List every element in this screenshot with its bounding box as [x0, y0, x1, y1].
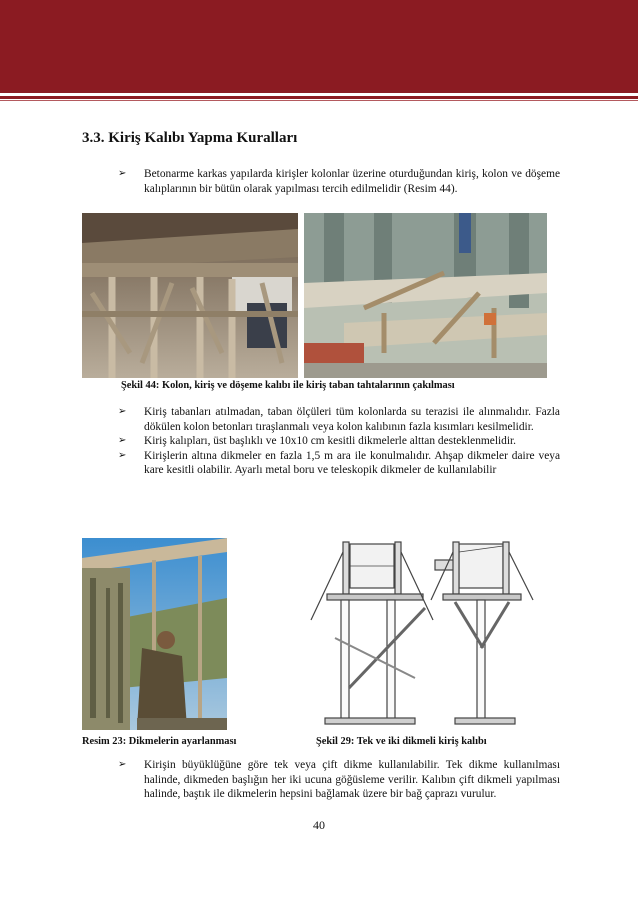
arrow-bullet-icon: ➢ [118, 449, 127, 461]
drawing-beam-formwork [305, 538, 537, 730]
figure-caption-sekil44: Şekil 44: Kolon, kiriş ve döşeme kalıbı ile kiriş taban tahtalarının çakılması [121, 380, 455, 391]
header-rule [0, 96, 638, 99]
section-heading: 3.3. Kiriş Kalıbı Yapma Kuralları [82, 130, 298, 146]
page-number: 40 [313, 818, 325, 832]
bullet-text: Betonarme karkas yapılarda kirişler kolonlar üzerine oturduğundan kiriş, kolon ve döşeme kalıplarının bir bütün olarak yapılması tercih edilmelidir (Resim 44). [144, 168, 560, 195]
photo-formwork-site [304, 213, 547, 378]
bullet-list-middle [118, 405, 560, 478]
bullet-text: Kirişin büyüklüğüne göre tek veya çift dikme kullanılabilir. Tek dikme kullanılması halinde, dikmeden başlığın her iki ucuna göğüsleme verilir. Kalıbın çift dikmeli yapılması halinde, baştık ile dikmelerin hepsini bağlamak üzere bir bağ çaprazı vurulur. [144, 759, 560, 801]
bullet-item [118, 449, 560, 478]
bullet-text: Kirişlerin altına dikmeler en fazla 1,5 m ara ile konulmalıdır. Ahşap dikmeler daire veya kare kesitli olabilir. Ayarlı metal boru ve teleskopik dikmeler de kullanılabilir [144, 449, 560, 477]
figure-caption-sekil29: Şekil 29: Tek ve iki dikmeli kiriş kalıbı [316, 736, 487, 747]
arrow-bullet-icon: ➢ [118, 759, 127, 770]
arrow-bullet-icon: ➢ [118, 168, 127, 179]
bullet-list-top [118, 167, 560, 196]
bullet-text: Kiriş tabanları atılmadan, taban ölçüleri tüm kolonlarda su terazisi ile alınmalıdır. Fazla dökülen kolon betonları tıraşlanmalı veya kolon kalıbının fazla kısımları kesilmelidir. [144, 406, 560, 433]
header-banner [0, 0, 638, 93]
bullet-item [118, 167, 560, 196]
bullet-item [118, 405, 560, 434]
photo-adjusting-posts [82, 538, 227, 730]
figure-caption-resim23: Resim 23: Dikmelerin ayarlanması [82, 736, 237, 747]
bullet-list-bottom [118, 758, 560, 802]
arrow-bullet-icon: ➢ [118, 435, 127, 447]
arrow-bullet-icon: ➢ [118, 406, 127, 417]
bullet-text: Kiriş kalıpları, üst başlıklı ve 10x10 cm kesitli dikmelerle alttan desteklenmelidir. [144, 435, 517, 448]
single-post-drawing [311, 542, 433, 724]
bullet-item [118, 758, 560, 802]
header-rule-thin [0, 100, 638, 101]
bullet-item [118, 434, 560, 449]
double-post-drawing [431, 542, 533, 724]
photo-formwork-posts [82, 213, 298, 378]
